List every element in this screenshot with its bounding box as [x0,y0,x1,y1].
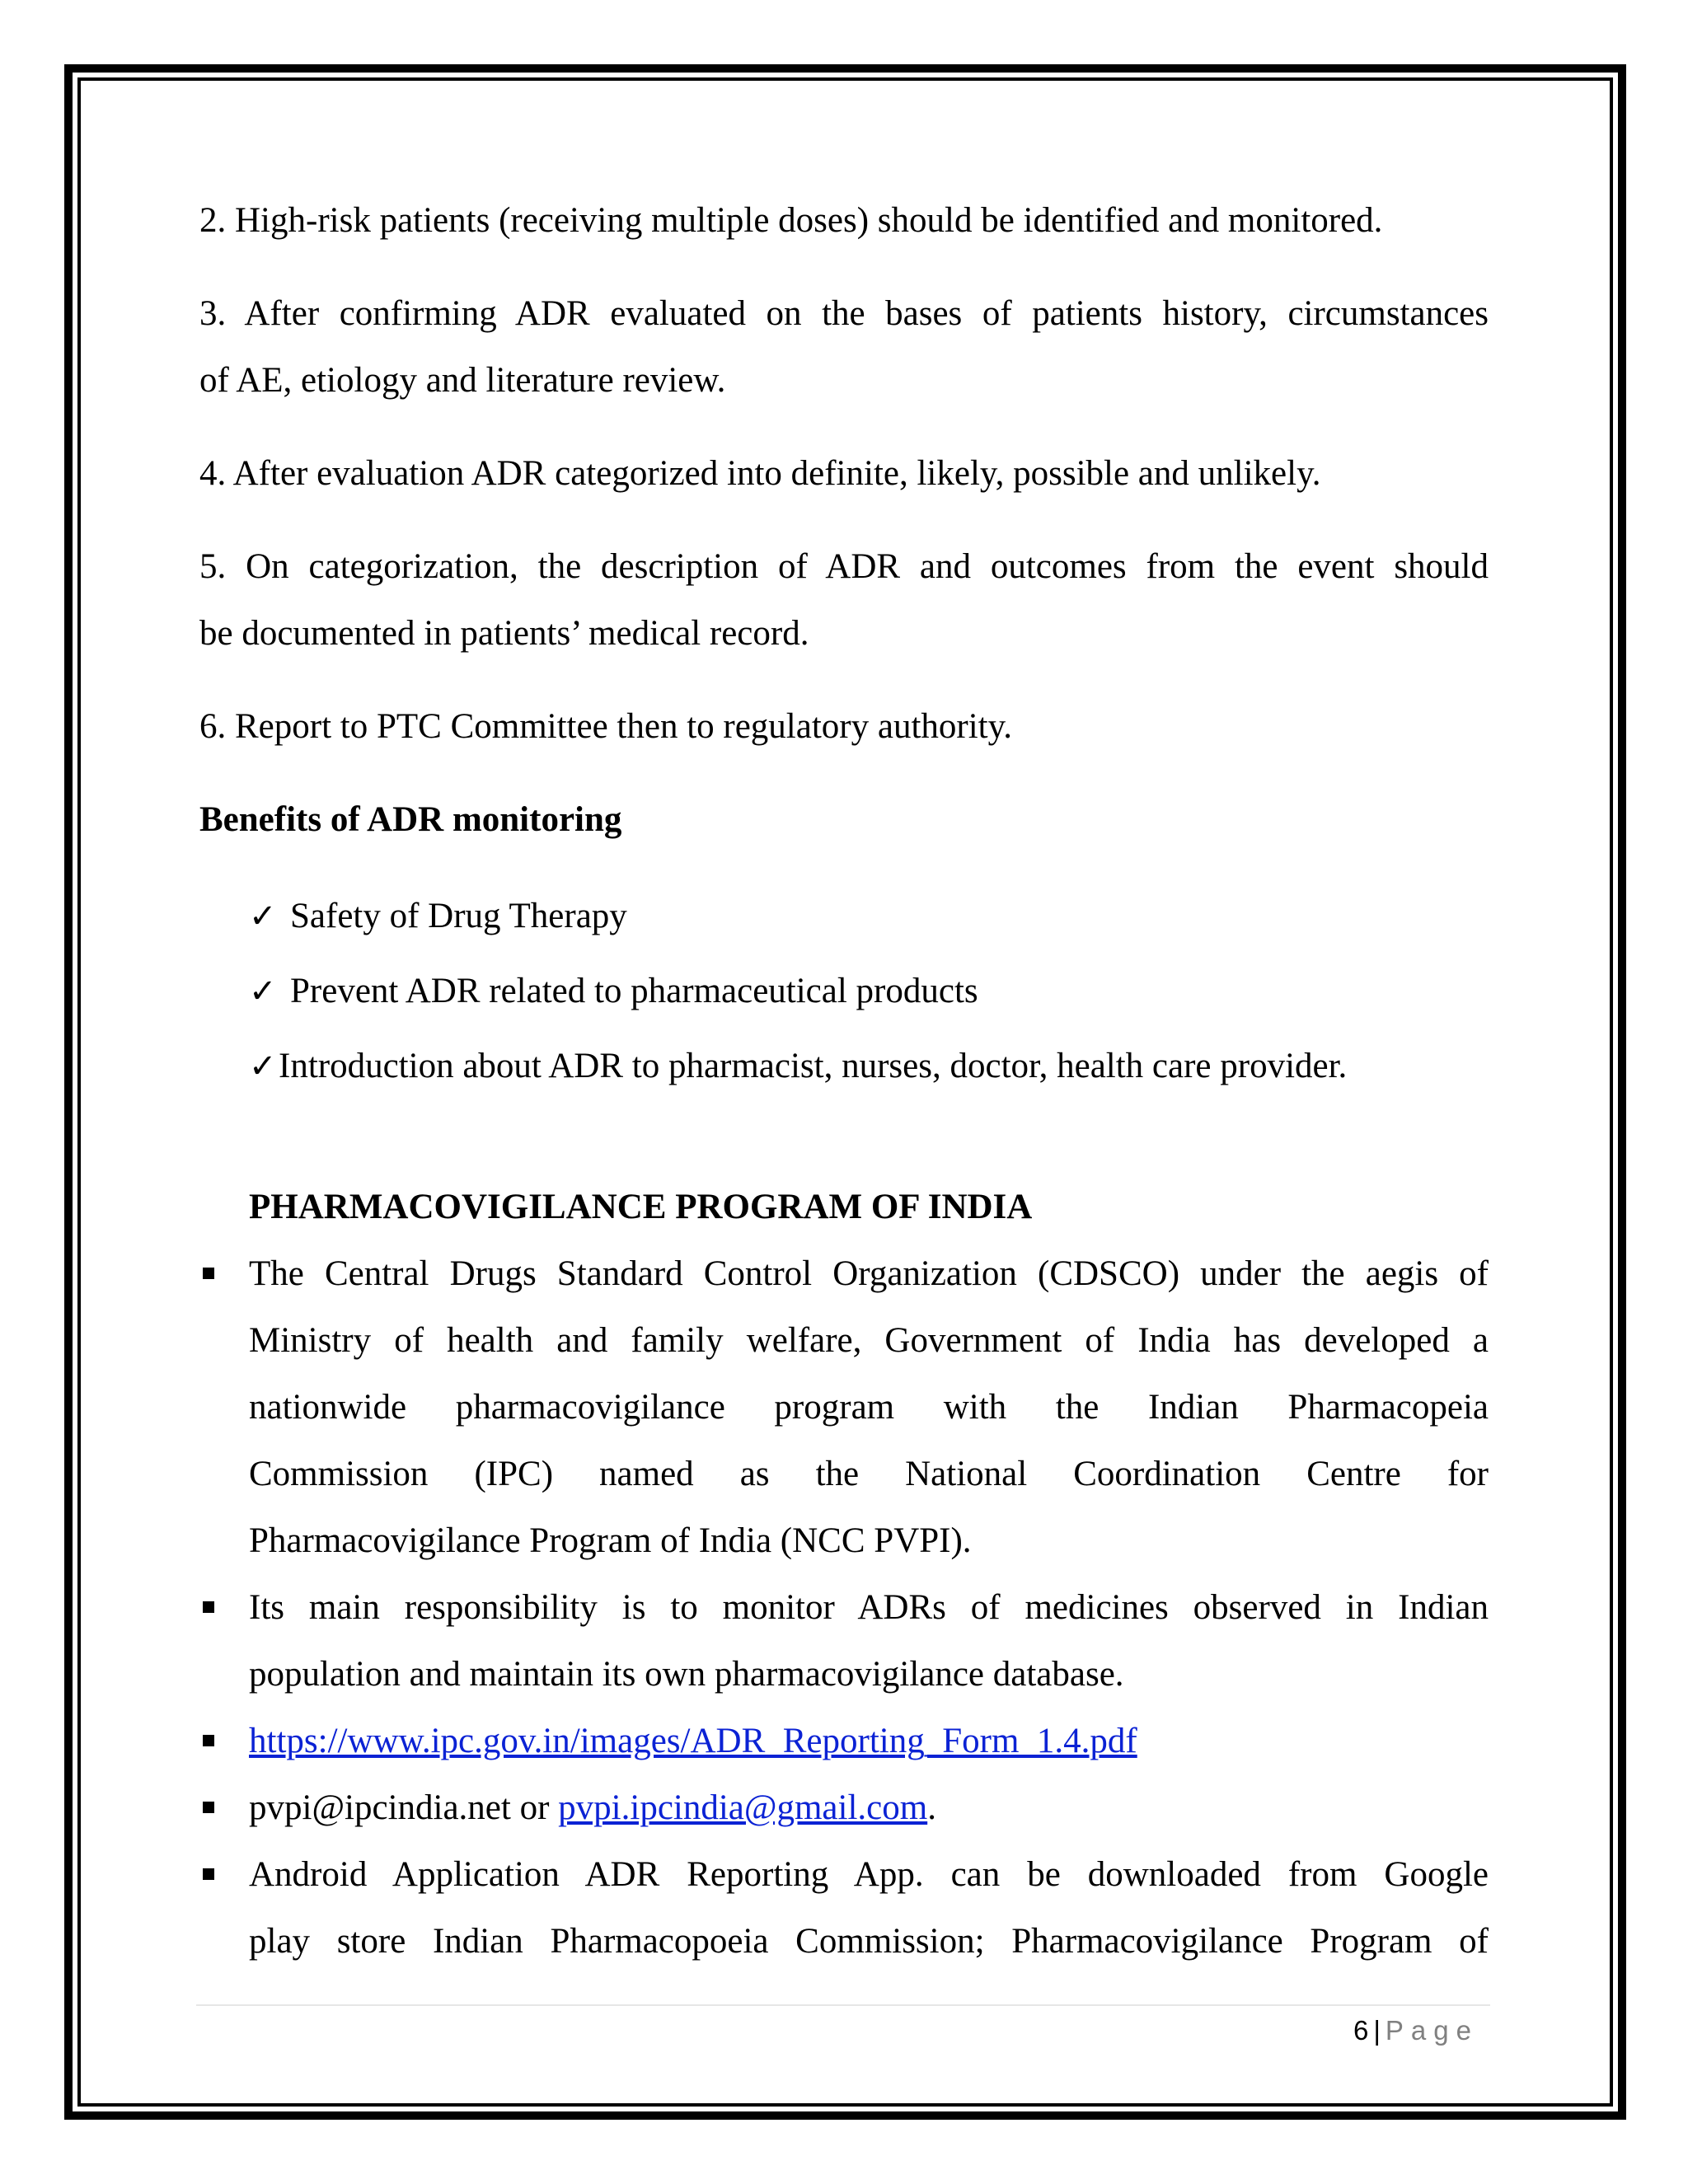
benefit-item-3 [249,1033,1347,1100]
email-prefix-text: pvpi@ipcindia.net or [249,1788,559,1827]
item-5-line2: be documented in patients’ medical record. [199,614,809,653]
footer-divider [196,2004,1490,2006]
bullet-square-icon [203,1735,214,1746]
item-4: 4. After evaluation ADR categorized into definite, likely, possible and unlikely. [199,454,1321,493]
bullet-5-line-2: play store Indian Pharmacopoeia Commission; Pharmacovigilance Program of [249,1922,1489,1961]
bullet-1-line-5: Pharmacovigilance Program of India (NCC PVPI). [249,1521,972,1560]
bullet-square-icon [203,1802,214,1813]
adr-form-link[interactable]: https://www.ipc.gov.in/images/ADR_Reporting_Form_1.4.pdf [249,1722,1137,1760]
benefit-item-1 [249,883,627,950]
gmail-email-link[interactable]: pvpi.ipcindia@gmail.com [558,1788,928,1827]
item-5-line1: 5. On categorization, the description of ADR and outcomes from the event should [199,547,1489,586]
bullet-square-icon [203,1268,214,1279]
item-3-line2: of AE, etiology and literature review. [199,361,726,400]
page-footer [1353,2011,1479,2050]
email-suffix-text: . [927,1788,936,1827]
check-icon: ✓ [249,1047,277,1085]
bullet-1-line-2: Ministry of health and family welfare, Government of India has developed a [249,1321,1489,1360]
benefit-item-text: Prevent ADR related to pharmaceutical products [290,972,978,1010]
check-icon: ✓ [249,898,277,935]
benefit-item-2 [249,958,978,1025]
benefit-item-text: Introduction about ADR to pharmacist, nurses, doctor, health care provider. [279,1047,1348,1085]
bullet-square-icon [203,1601,214,1613]
page-number: 6 [1353,2015,1369,2046]
pvpi-heading: PHARMACOVIGILANCE PROGRAM OF INDIA [249,1188,1033,1226]
bullet-2-line-2: population and maintain its own pharmacovigilance database. [249,1655,1124,1694]
benefits-heading: Benefits of ADR monitoring [199,800,622,839]
bullet-4-line [249,1774,1489,1841]
page-label: Page [1385,2015,1479,2046]
bullet-1-line-4: Commission (IPC) named as the National Coordination Centre for [249,1455,1489,1493]
item-2: 2. High-risk patients (receiving multiple doses) should be identified and monitored. [199,201,1383,240]
bullet-5-line-1: Android Application ADR Reporting App. can be downloaded from Google [249,1855,1489,1894]
bullet-3-line [249,1708,1489,1774]
check-icon: ✓ [249,972,277,1010]
bullet-1-line-3: nationwide pharmacovigilance program with the Indian Pharmacopeia [249,1388,1489,1427]
bullet-1-line-1: The Central Drugs Standard Control Organization (CDSCO) under the aegis of [249,1254,1489,1293]
item-6: 6. Report to PTC Committee then to regulatory authority. [199,707,1013,746]
bullet-square-icon [203,1868,214,1880]
bullet-2-line-1: Its main responsibility is to monitor ADRs of medicines observed in Indian [249,1588,1489,1627]
footer-separator: | [1373,2015,1381,2046]
benefit-item-text: Safety of Drug Therapy [290,897,627,935]
item-3-line1: 3. After confirming ADR evaluated on the bases of patients history, circumstances [199,294,1489,333]
